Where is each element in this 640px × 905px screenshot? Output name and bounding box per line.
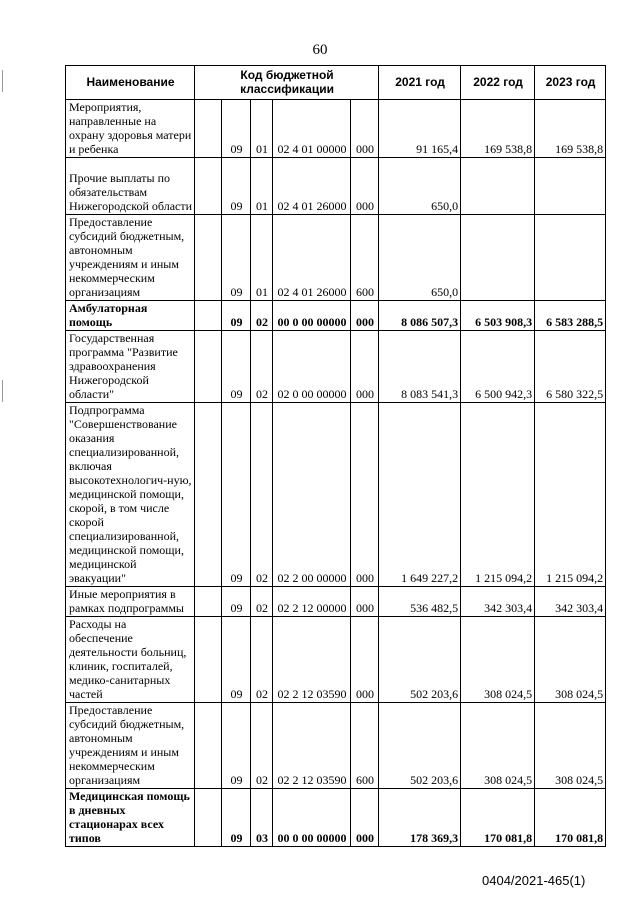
cell-v2022: 169 538,8 bbox=[461, 100, 535, 158]
cell-v2021: 1 649 227,2 bbox=[379, 403, 461, 587]
cell-c4: 02 4 01 26000 bbox=[273, 215, 351, 301]
cell-c5: 000 bbox=[351, 331, 379, 403]
table-row bbox=[66, 301, 606, 331]
cell-c4: 02 4 01 26000 bbox=[273, 158, 351, 215]
cell-c4: 02 4 01 00000 bbox=[273, 100, 351, 158]
cell-v2023: 1 215 094,2 bbox=[535, 403, 606, 587]
cell-v2021: 8 083 541,3 bbox=[379, 331, 461, 403]
margin-tick bbox=[2, 70, 3, 92]
cell-c1 bbox=[195, 617, 222, 703]
cell-c5: 600 bbox=[351, 215, 379, 301]
cell-c4: 02 0 00 00000 bbox=[273, 331, 351, 403]
cell-name: Подпрограмма "Совершенствование оказания специализированной, включая высокотехнологич-ную, медицинской помощи, скорой, в том числе скорой специализированной, медицинской помощи, медицинской эвакуации" bbox=[66, 403, 195, 587]
cell-name: Государственная программа "Развитие здравоохранения Нижегородской области" bbox=[66, 331, 195, 403]
cell-v2021: 536 482,5 bbox=[379, 587, 461, 617]
cell-c5: 000 bbox=[351, 158, 379, 215]
header-code: Код бюджетной классификации bbox=[195, 66, 379, 100]
table-row bbox=[66, 403, 606, 587]
table-row bbox=[66, 587, 606, 617]
cell-c1 bbox=[195, 703, 222, 789]
cell-c3: 02 bbox=[251, 587, 273, 617]
cell-c3: 03 bbox=[251, 789, 273, 847]
cell-c2: 09 bbox=[222, 301, 251, 331]
cell-c3: 02 bbox=[251, 403, 273, 587]
cell-c3: 01 bbox=[251, 215, 273, 301]
cell-v2023 bbox=[535, 215, 606, 301]
cell-v2023: 342 303,4 bbox=[535, 587, 606, 617]
cell-c1 bbox=[195, 331, 222, 403]
cell-c1 bbox=[195, 789, 222, 847]
cell-v2021: 502 203,6 bbox=[379, 703, 461, 789]
header-2022: 2022 год bbox=[461, 66, 535, 100]
cell-name: Предоставление субсидий бюджетным, автономным учреждениям и иным некоммерческим организациям bbox=[66, 215, 195, 301]
cell-c3: 02 bbox=[251, 331, 273, 403]
cell-v2021: 8 086 507,3 bbox=[379, 301, 461, 331]
cell-v2023 bbox=[535, 158, 606, 215]
cell-c1 bbox=[195, 100, 222, 158]
margin-tick bbox=[2, 380, 3, 402]
cell-v2021: 91 165,4 bbox=[379, 100, 461, 158]
page-number: 60 bbox=[312, 42, 328, 58]
cell-v2022: 308 024,5 bbox=[461, 617, 535, 703]
cell-v2022: 308 024,5 bbox=[461, 703, 535, 789]
cell-v2022: 170 081,8 bbox=[461, 789, 535, 847]
cell-v2022 bbox=[461, 215, 535, 301]
cell-name: Мероприятия, направленные на охрану здоровья матери и ребенка bbox=[66, 100, 195, 158]
cell-c4: 00 0 00 00000 bbox=[273, 789, 351, 847]
cell-v2023: 170 081,8 bbox=[535, 789, 606, 847]
cell-c5: 000 bbox=[351, 587, 379, 617]
cell-name: Расходы на обеспечение деятельности больниц, клиник, госпиталей, медико-санитарных частей bbox=[66, 617, 195, 703]
cell-c2: 09 bbox=[222, 617, 251, 703]
cell-v2022: 6 500 942,3 bbox=[461, 331, 535, 403]
cell-v2022: 342 303,4 bbox=[461, 587, 535, 617]
cell-c3: 02 bbox=[251, 301, 273, 331]
cell-c4: 00 0 00 00000 bbox=[273, 301, 351, 331]
table-header-row bbox=[66, 66, 606, 100]
cell-c3: 02 bbox=[251, 703, 273, 789]
budget-table bbox=[65, 65, 606, 847]
header-name: Наименование bbox=[66, 66, 195, 100]
cell-c5: 000 bbox=[351, 617, 379, 703]
cell-c1 bbox=[195, 301, 222, 331]
cell-c2: 09 bbox=[222, 587, 251, 617]
document-code: 0404/2021-465(1) bbox=[482, 873, 586, 888]
table-row bbox=[66, 789, 606, 847]
cell-c2: 09 bbox=[222, 331, 251, 403]
cell-c3: 01 bbox=[251, 100, 273, 158]
cell-v2023: 169 538,8 bbox=[535, 100, 606, 158]
table-row bbox=[66, 703, 606, 789]
cell-c3: 02 bbox=[251, 617, 273, 703]
cell-name: Иные мероприятия в рамках подпрограммы bbox=[66, 587, 195, 617]
cell-c1 bbox=[195, 403, 222, 587]
cell-c4: 02 2 12 00000 bbox=[273, 587, 351, 617]
cell-c4: 02 2 00 00000 bbox=[273, 403, 351, 587]
cell-v2022: 1 215 094,2 bbox=[461, 403, 535, 587]
cell-c2: 09 bbox=[222, 100, 251, 158]
cell-c1 bbox=[195, 215, 222, 301]
cell-v2023: 308 024,5 bbox=[535, 617, 606, 703]
cell-v2023: 308 024,5 bbox=[535, 703, 606, 789]
cell-c4: 02 2 12 03590 bbox=[273, 617, 351, 703]
cell-c2: 09 bbox=[222, 703, 251, 789]
cell-c2: 09 bbox=[222, 403, 251, 587]
table-row bbox=[66, 100, 606, 158]
cell-name: Предоставление субсидий бюджетным, автономным учреждениям и иным некоммерческим организациям bbox=[66, 703, 195, 789]
cell-c4: 02 2 12 03590 bbox=[273, 703, 351, 789]
cell-v2021: 650,0 bbox=[379, 215, 461, 301]
cell-v2023: 6 583 288,5 bbox=[535, 301, 606, 331]
cell-c1 bbox=[195, 587, 222, 617]
cell-v2022: 6 503 908,3 bbox=[461, 301, 535, 331]
cell-c2: 09 bbox=[222, 158, 251, 215]
header-2021: 2021 год bbox=[379, 66, 461, 100]
table-row bbox=[66, 158, 606, 215]
cell-c1 bbox=[195, 158, 222, 215]
table-row bbox=[66, 331, 606, 403]
cell-v2021: 502 203,6 bbox=[379, 617, 461, 703]
table-row bbox=[66, 215, 606, 301]
header-2023: 2023 год bbox=[535, 66, 606, 100]
cell-v2021: 650,0 bbox=[379, 158, 461, 215]
cell-c5: 000 bbox=[351, 403, 379, 587]
table-row bbox=[66, 617, 606, 703]
cell-c5: 000 bbox=[351, 100, 379, 158]
cell-name: Медицинская помощь в дневных стационарах всех типов bbox=[66, 789, 195, 847]
cell-v2023: 6 580 322,5 bbox=[535, 331, 606, 403]
cell-v2022 bbox=[461, 158, 535, 215]
cell-c5: 000 bbox=[351, 789, 379, 847]
cell-c2: 09 bbox=[222, 215, 251, 301]
cell-c2: 09 bbox=[222, 789, 251, 847]
cell-c5: 600 bbox=[351, 703, 379, 789]
cell-c5: 000 bbox=[351, 301, 379, 331]
cell-c3: 01 bbox=[251, 158, 273, 215]
cell-name: Амбулаторная помощь bbox=[66, 301, 195, 331]
cell-name: Прочие выплаты по обязательствам Нижегородской области bbox=[66, 158, 195, 215]
cell-v2021: 178 369,3 bbox=[379, 789, 461, 847]
